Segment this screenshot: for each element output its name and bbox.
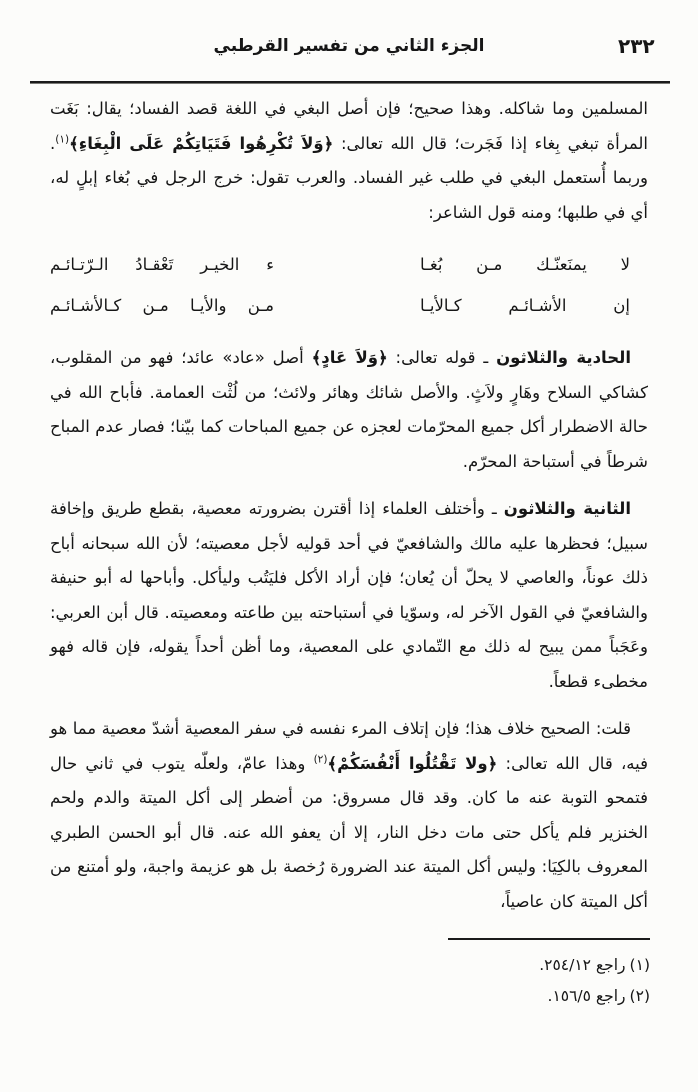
footnote-text: راجع ١٥٦/٥. <box>547 987 626 1005</box>
paragraph-section-31 <box>50 341 648 479</box>
quran-verse: ﴿ولا تَقْتُلُوا أَنْفُسَكُمْ﴾ <box>327 753 498 773</box>
hemistich-right: لا يمنَعنّـك مـن بُغـا <box>420 255 630 274</box>
verse-line <box>50 244 630 285</box>
footnote-item <box>330 981 650 1012</box>
body-text: . وربما أُستعمل البغي في طلب غير الفساد. والعرب تقول: خرج الرجل في بُغاء إبلٍ له، أي في طلبها؛ ومنه قول الشاعر: <box>50 133 648 222</box>
body-text: وهذا عامّ، ولعلّه يتوب في ثاني حال فتمحو التوبة عنه ما كان. وقد قال مسروق: من أضطر إلى أكل الميتة والدم ولحم الخنزير فلم يأكل حتى مات دخل النار، إلا أن يعفو الله عنه. قال أبو الحسن الطبري المعروف بالكِيَا: وليس أكل الميتة عند الضرورة رُخصة بل هو عزيمة واجبة، ولو أمتنع من أكل الميتة كان عاصياً، <box>50 753 648 911</box>
footnote-ref-2: (٢) <box>313 753 328 765</box>
verse-line <box>50 285 630 326</box>
body-text: أصل «عاد» عائد؛ فهو من المقلوب، كشاكي السلاح وهَارٍ ولاَثٍ. والأصل شائك وهائر ولائث؛ من لُثْت العمامة. فأباح الله في حالة الاضطرار أكل جميع المحرّمات لعجزه عن جميع المباحات كما بيّنا؛ فصار عدم المباح شرطاً في أستباحة المحرّم. <box>50 348 648 471</box>
footnotes <box>330 938 650 1012</box>
hemistich-left: مـن والأيـا مـن كـالأشـائـم <box>50 296 274 315</box>
page-number: ٢٣٢ <box>618 34 655 58</box>
footnote-item <box>330 950 650 981</box>
body-text: ـ قوله تعالى: <box>387 348 497 367</box>
body-text: ـ وأختلف العلماء إذا أقترن بضرورته معصية، بقطع طريق وإخافة سبيل؛ فحظرها عليه مالك والشافعيّ في أحد قوليه لأجل معصيته؛ لأن الله سبحانه أباح ذلك عوناً، والعاصي لا يحلّ أن يُعان؛ فإن أراد الأكل فليَتُب وليأكل. وأباحها له أبو حنيفة والشافعيّ في القول الآخر له، وسوّيا في أستباحته بين طاعته ومعصيته. قال أبن العربي: وعَجَباً ممن يبيح له ذلك مع التّمادي على المعصية، وما أظن أحداً يقوله، فإن قاله فهو مخطىء قطعاً. <box>50 499 648 691</box>
section-number-31: الحادية والثلاثون <box>496 348 631 367</box>
footnote-ref-1: (١) <box>55 133 70 145</box>
page-header <box>0 0 698 72</box>
hemistich-right: إن الأشـائـم كـالأيـا <box>420 296 630 315</box>
paragraph-qultu <box>50 712 648 919</box>
footnote-marker: (١) <box>629 956 650 974</box>
page-content <box>0 84 698 919</box>
quran-verse: ﴿وَلاَ تُكْرِهُوا فَتَيَاتِكُمْ عَلَى الْبِغَاءِ﴾ <box>69 133 334 153</box>
footnote-text: راجع ٢٥٤/١٢. <box>539 956 626 974</box>
body-text: المسلمين وما شاكله. وهذا صحيح؛ فإن أصل البغي في اللغة قصد الفساد؛ يقال: بَغَت المرأة تبغي بِغاء إذا فَجَرت؛ قال الله تعالى: <box>50 99 648 153</box>
footnote-marker: (٢) <box>629 987 650 1005</box>
quran-verse: ﴿وَلاَ عَادٍ﴾ <box>311 348 388 367</box>
footnote-rule <box>448 938 650 940</box>
hemistich-left: ء الخيـر تَعْقـادُ الـرّتـائـم <box>50 255 274 274</box>
paragraph-continuation <box>50 92 648 230</box>
header-title: الجزء الثاني من تفسير القرطبي <box>213 36 485 56</box>
body-text: قلت: الصحيح خلاف هذا؛ فإن إتلاف المرء نفسه في سفر المعصية أشدّ معصية مما هو فيه، قال الله تعالى: <box>50 719 648 773</box>
poetry-block <box>50 242 630 328</box>
section-number-32: الثانية والثلاثون <box>503 499 631 518</box>
paragraph-section-32 <box>50 492 648 699</box>
